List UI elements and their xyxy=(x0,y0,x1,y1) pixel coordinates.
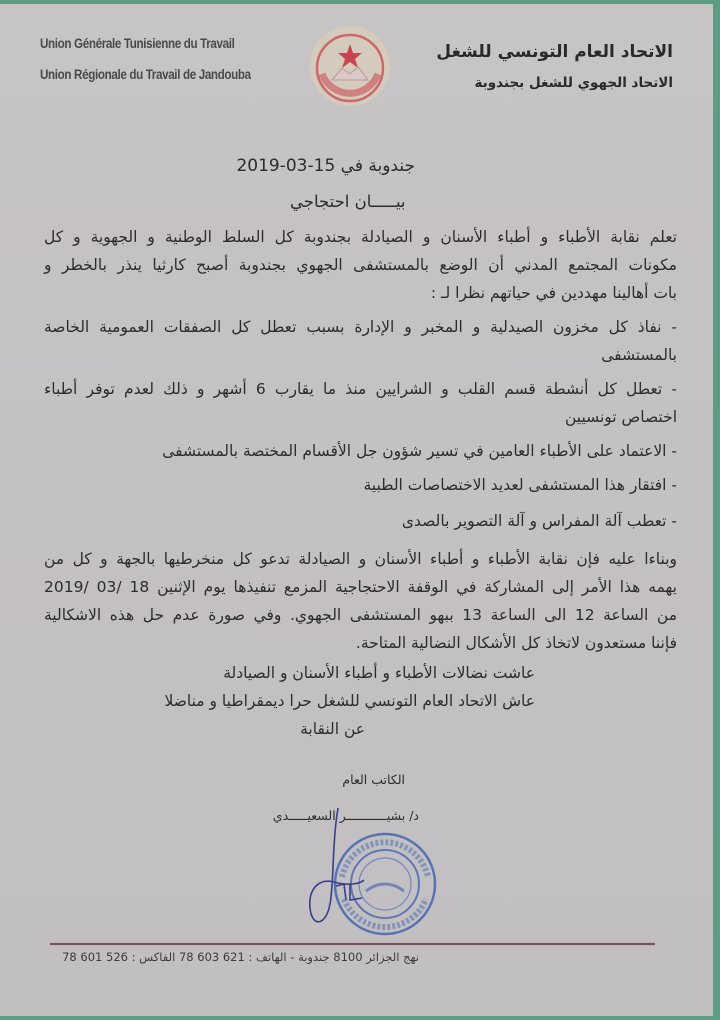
footer-contact-info: نهج الجزائر 8100 جندوبة - الهاتف : 621 603 78 الفاكس : 526 601 78 xyxy=(62,950,419,964)
ugtt-logo-icon xyxy=(300,22,400,112)
conclusion-line: من الساعة 12 الى الساعة 13 ببهو المستشفى الجهوي. وفي صورة عدم حل هذه الاشكالية xyxy=(44,606,677,624)
header-arabic-union-name: الاتحاد العام التونسي للشغل xyxy=(436,42,673,62)
document-title: بيـــــان احتجاجي xyxy=(290,192,406,211)
on-behalf-of-union: عن النقابة xyxy=(300,720,365,738)
date-line: جندوبة في 15-03-2019 xyxy=(236,156,415,176)
intro-line: تعلم نقابة الأطباء و أطباء الأسنان و الصيادلة بجندوبة كل السلط الوطنية و الجهوية و كل xyxy=(44,228,677,246)
list-item-line: - افتقار هذا المستشفى لعديد الاختصاصات الطبية xyxy=(363,476,677,494)
header-french-regional-union: Union Régionale du Travail de Jandouba xyxy=(40,67,251,82)
header-arabic-regional-union: الاتحاد الجهوي للشغل بجندوبة xyxy=(474,75,673,91)
closing-slogan-2: عاش الاتحاد العام التونسي للشغل حرا ديمقراطيا و مناضلا xyxy=(164,692,535,710)
letter-page xyxy=(0,4,713,1016)
conclusion-line: يهمه هذا الأمر إلى المشاركة في الوقفة الاحتجاجية المزمع تنفيذها يوم الإثنين 18 /03 /2019 xyxy=(44,578,677,596)
signatory-role: الكاتب العام xyxy=(342,772,405,787)
signatory-name: د/ بشيـــــــــــر السعيـــــدي xyxy=(272,808,419,823)
list-item-line: - الاعتماد على الأطباء العامين في تسير شؤون جل الأقسام المختصة بالمستشفى xyxy=(162,442,677,460)
list-item-line: - تعطل كل أنشطة قسم القلب و الشرايين منذ ما يقارب 6 أشهر و ذلك لعدم توفر أطباء xyxy=(44,380,677,398)
list-item-line: بالمستشفى xyxy=(601,346,677,364)
list-item-line: - نفاذ كل مخزون الصيدلية و المخبر و الإدارة بسبب تعطل كل الصفقات العمومية الخاصة xyxy=(44,318,677,336)
conclusion-line: وبناءا عليه فإن نقابة الأطباء و أطباء الأسنان و الصيادلة تدعو كل منخرطيها بالجهة و كل من xyxy=(44,550,677,568)
closing-slogan-1: عاشت نضالات الأطباء و أطباء الأسنان و الصيادلة xyxy=(223,664,535,682)
conclusion-line: فإننا مستعدون لاتخاذ كل الأشكال النضالية المتاحة. xyxy=(355,634,677,652)
footer-divider xyxy=(50,943,655,945)
list-item-line: اختصاص تونسيين xyxy=(564,408,677,426)
handwritten-signature-icon xyxy=(300,804,430,934)
intro-line: مكونات المجتمع المدني أن الوضع بالمستشفى الجهوي بجندوبة أصبح كارثيا ينذر بالخطر و xyxy=(44,256,677,274)
list-item-line: - تعطب آلة المفراس و آلة التصوير بالصدى xyxy=(401,512,677,530)
intro-line: بات أهالينا مهددين في حياتهم نظرا لـ : xyxy=(430,284,677,302)
header-french-union-name: Union Générale Tunisienne du Travail xyxy=(40,36,235,51)
